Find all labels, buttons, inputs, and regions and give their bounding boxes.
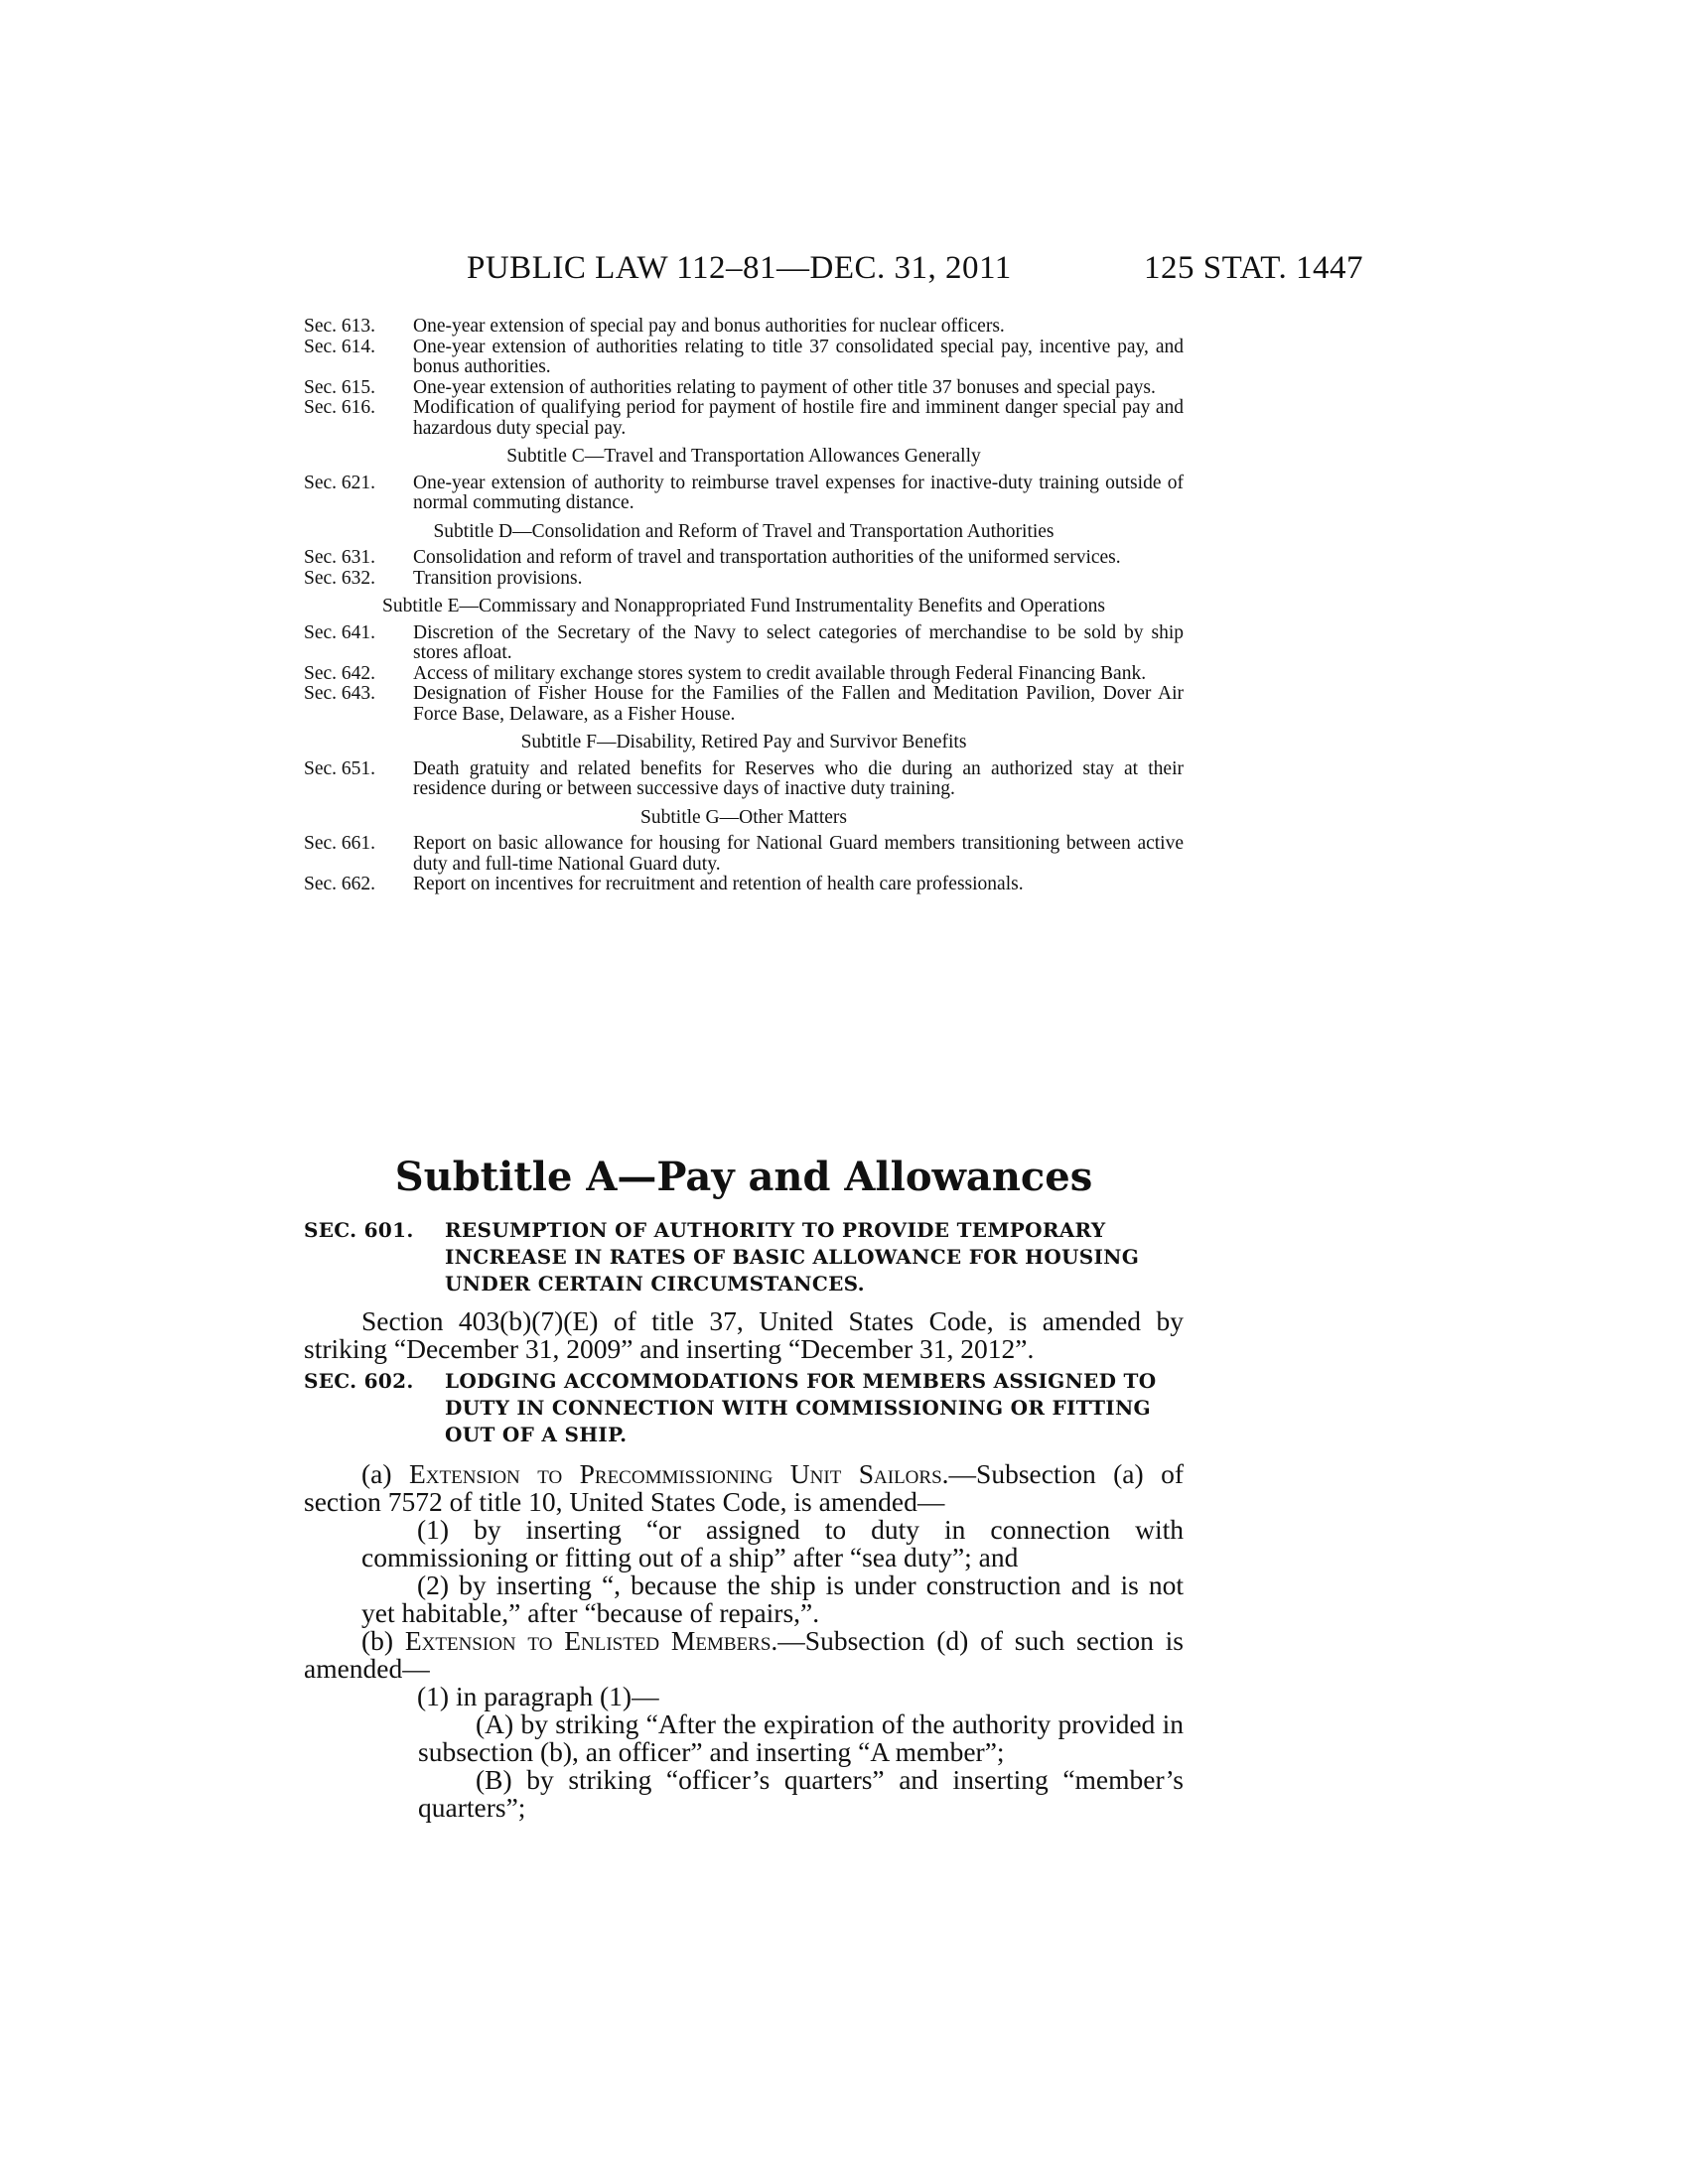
running-header-title: PUBLIC LAW 112–81—DEC. 31, 2011: [467, 250, 1012, 286]
toc-section-title: Consolidation and reform of travel and transportation authorities of the uniformed services.: [413, 547, 1121, 568]
toc-section-title: Report on basic allowance for housing for National Guard members transitioning between active duty and full-time National Guard duty.: [413, 833, 1184, 875]
subsection-label: (a): [361, 1458, 392, 1489]
toc-entry: [304, 834, 1184, 875]
toc-section-title: Modification of qualifying period for payment of hostile fire and imminent danger special pay and hazardous duty special pay.: [413, 397, 1184, 439]
subsection-a: [304, 1460, 1184, 1516]
toc-section-number: Sec. 631.: [304, 547, 376, 568]
subsection-text: —Subsection (a) of section 7572 of title 10, United States Code, is amended—: [304, 1458, 1185, 1517]
paragraph-a1: (1) by inserting “or assigned to duty in connection with commissioning or fitting out of a ship” after “sea duty”; and: [361, 1514, 1184, 1572]
toc-entry: [304, 569, 1184, 590]
toc-subtitle-heading: Subtitle D—Consolidation and Reform of Travel and Transportation Authorities: [433, 520, 1055, 542]
toc-entry: [304, 759, 1184, 800]
toc-section-number: Sec. 643.: [304, 683, 376, 704]
toc-entry: [304, 875, 1184, 895]
section-602: [304, 1368, 1184, 1822]
subparagraph-b1A: (A) by striking “After the expiration of the authority provided in subsection (b), an officer” and inserting “A member”;: [418, 1708, 1184, 1767]
toc-section-title: Transition provisions.: [413, 567, 583, 589]
toc-entry: [304, 317, 1184, 338]
toc-section-number: Sec. 661.: [304, 833, 376, 854]
toc-section-title: One-year extension of special pay and bonus authorities for nuclear officers.: [413, 316, 1005, 337]
toc-subtitle-heading: Subtitle C—Travel and Transportation Allowances Generally: [506, 446, 981, 467]
toc-section-number: Sec. 651.: [304, 757, 376, 779]
toc-section-number: Sec. 613.: [304, 316, 376, 337]
toc-entry: [304, 623, 1184, 664]
toc-section-title: One-year extension of authority to reimburse travel expenses for inactive-duty training outside of normal commuting distance.: [413, 472, 1184, 513]
toc-entry: [304, 398, 1184, 439]
toc-section-number: Sec. 632.: [304, 567, 376, 589]
toc-entry: [304, 664, 1184, 685]
section-title: LODGING ACCOMMODATIONS FOR MEMBERS ASSIGNED TO DUTY IN CONNECTION WITH COMMISSIONING OR FITTING OUT OF A SHIP.: [445, 1369, 1157, 1446]
section-601: [304, 1217, 1184, 1363]
subsection-b: [304, 1627, 1184, 1683]
subparagraph-b1B: (B) by striking “officer’s quarters” and inserting “member’s quarters”;: [418, 1764, 1184, 1823]
toc-section-title: Discretion of the Secretary of the Navy to select categories of merchandise to be sold by ship stores afloat.: [413, 621, 1184, 663]
toc-entry: [304, 338, 1184, 378]
toc-section-title: One-year extension of authorities relating to title 37 consolidated special pay, incentive pay, and bonus authorities.: [413, 336, 1184, 377]
table-of-contents: [304, 317, 1184, 895]
toc-section-title: Designation of Fisher House for the Families of the Fallen and Meditation Pavilion, Dover Air Force Base, Delaware, as a Fisher House.: [413, 683, 1184, 725]
section-heading: [304, 1368, 1184, 1448]
section-title: RESUMPTION OF AUTHORITY TO PROVIDE TEMPORARY INCREASE IN RATES OF BASIC ALLOWANCE FOR HOUSING UNDER CERTAIN CIRCUMSTANCES.: [445, 1218, 1140, 1296]
subsection-text: —Subsection (d) of such section is amended—: [304, 1625, 1184, 1684]
toc-subtitle-heading: Subtitle F—Disability, Retired Pay and Survivor Benefits: [520, 732, 967, 752]
subsection-heading: Extension to Precommissioning Unit Sailors.: [408, 1458, 949, 1489]
toc-section-number: Sec. 621.: [304, 472, 376, 493]
running-header-stat-page: 125 STAT. 1447: [1144, 250, 1364, 286]
toc-entry: [304, 378, 1184, 399]
toc-section-number: Sec. 616.: [304, 397, 376, 418]
section-body-text: Section 403(b)(7)(E) of title 37, United States Code, is amended by striking “December 31, 2009” and inserting “December 31, 2012”.: [304, 1305, 1184, 1364]
toc-subtitle-heading: Subtitle E—Commissary and Nonappropriated Fund Instrumentality Benefits and Operations: [382, 596, 1105, 616]
toc-section-title: Report on incentives for recruitment and retention of health care professionals.: [413, 874, 1024, 894]
section-heading: [304, 1217, 1184, 1297]
toc-subtitle-heading: Subtitle G—Other Matters: [640, 806, 847, 828]
toc-section-title: Access of military exchange stores system to credit available through Federal Financing Bank.: [413, 662, 1147, 684]
subtitle-heading: Subtitle A—Pay and Allowances: [394, 1154, 1093, 1200]
subsection-label: (b): [361, 1625, 394, 1656]
toc-section-number: Sec. 614.: [304, 336, 376, 357]
toc-entry: [304, 548, 1184, 569]
toc-section-number: Sec. 641.: [304, 621, 376, 643]
section-number: SEC. 602.: [304, 1369, 414, 1393]
toc-section-number: Sec. 615.: [304, 376, 376, 398]
subsection-heading: Extension to Enlisted Members.: [404, 1625, 778, 1656]
toc-section-number: Sec. 662.: [304, 874, 376, 894]
toc-entry: [304, 684, 1184, 725]
section-number: SEC. 601.: [304, 1218, 414, 1242]
toc-section-title: Death gratuity and related benefits for Reserves who die during an authorized stay at their residence during or between successive days of inactive duty training.: [413, 757, 1184, 799]
toc-entry: [304, 474, 1184, 514]
toc-section-title: One-year extension of authorities relating to payment of other title 37 bonuses and special pays.: [413, 376, 1156, 398]
toc-section-number: Sec. 642.: [304, 662, 376, 684]
paragraph-a2: (2) by inserting “, because the ship is under construction and is not yet habitable,” after “because of repairs,”.: [361, 1570, 1184, 1628]
paragraph-b1: (1) in paragraph (1)—: [417, 1681, 659, 1711]
